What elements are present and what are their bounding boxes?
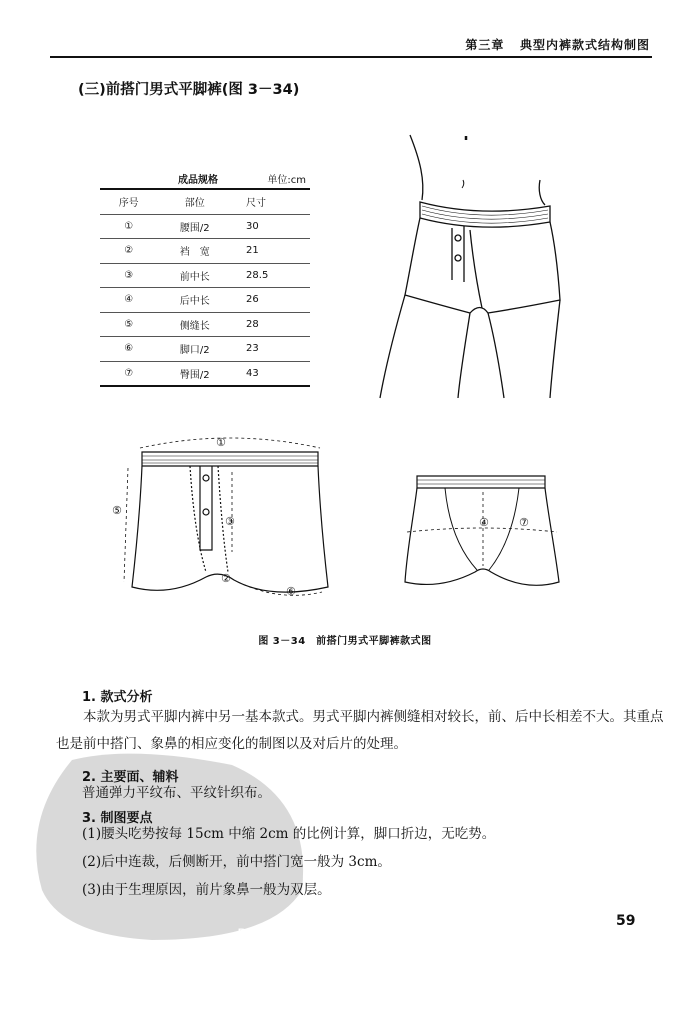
row-size: 30	[232, 214, 310, 239]
row-no: ⑥	[100, 337, 157, 362]
header-rule	[50, 56, 652, 58]
row-size: 23	[232, 337, 310, 362]
row-size: 21	[232, 239, 310, 264]
heading-style-analysis: 1. 款式分析	[82, 690, 153, 705]
running-header	[465, 36, 650, 53]
label-hip: ⑦	[519, 516, 529, 529]
point-2: (2)后中连裁，后侧断开，前中搭门宽一般为 3cm。	[82, 854, 391, 870]
label-waist: ①	[216, 436, 226, 449]
row-size: 26	[232, 288, 310, 313]
row-no: ③	[100, 263, 157, 288]
paragraph-materials: 普通弹力平纹布、平纹针织布。	[82, 785, 271, 801]
point-3: (3)由于生理原因，前片象鼻一般为双层。	[82, 882, 331, 898]
row-part: 后中长	[157, 288, 232, 313]
spec-table-caption: 成品规格	[178, 175, 218, 186]
row-part: 腰围/2	[157, 214, 232, 239]
label-crotch: ②	[221, 572, 231, 585]
point-1: (1)腰头吃势按每 15cm 中缩 2cm 的比例计算，脚口折边，无吃势。	[82, 826, 496, 842]
spec-table-unit: 单位:cm	[267, 175, 306, 186]
row-no: ①	[100, 214, 157, 239]
table-row	[100, 214, 310, 239]
row-no: ⑤	[100, 312, 157, 337]
label-front-length: ③	[225, 515, 235, 528]
chapter-label: 第三章	[465, 38, 505, 52]
front-flat-sketch	[110, 432, 350, 607]
chapter-title: 典型内裤款式结构制图	[519, 38, 650, 52]
header-cell-size: 尺寸	[232, 189, 310, 214]
row-part: 前中长	[157, 263, 232, 288]
table-header-row	[100, 189, 310, 214]
row-no: ⑦	[124, 367, 134, 379]
heading-drafting-points: 3. 制图要点	[82, 811, 153, 826]
header-cell-part: 部位	[157, 189, 232, 214]
row-part: 臀围/2	[179, 369, 210, 381]
spec-table-block	[100, 168, 310, 387]
spec-table-caption-row	[100, 168, 310, 188]
header-cell-no: 序号	[100, 189, 157, 214]
row-size: 28.5	[232, 263, 310, 288]
row-part: 脚口/2	[157, 337, 232, 362]
table-row	[100, 337, 310, 362]
figure-caption: 图 3－34 前搭门男式平脚裤款式图	[258, 636, 432, 647]
table-row	[100, 312, 310, 337]
row-size: 43	[246, 367, 259, 379]
table-row	[100, 239, 310, 264]
table-row	[100, 263, 310, 288]
watermark-text: PDG	[237, 925, 272, 944]
worn-illustration	[370, 130, 590, 400]
paragraph-text: 本款为男式平脚内裤中另一基本款式。男式平脚内裤侧缝相对较长，前、后中长相差不大。其重点也是前中搭门、象鼻的相应变化的制图以及对后片的处理。	[56, 709, 664, 752]
table-row	[100, 361, 310, 386]
row-part: 裆 宽	[157, 239, 232, 264]
row-no: ②	[100, 239, 157, 264]
page-number: 59	[616, 913, 636, 929]
section-title: (三)前搭门男式平脚裤(图 3－34)	[78, 82, 300, 98]
spec-table	[100, 188, 310, 387]
label-back-length: ④	[479, 516, 489, 529]
row-size: 28	[232, 312, 310, 337]
label-side-seam: ⑤	[112, 504, 122, 517]
table-row	[100, 288, 310, 313]
back-flat-sketch	[395, 470, 570, 600]
paragraph-style-analysis	[56, 704, 664, 758]
row-part: 侧缝长	[157, 312, 232, 337]
heading-materials: 2. 主要面、辅料	[82, 770, 179, 785]
row-no: ④	[100, 288, 157, 313]
label-leg-opening: ⑥	[286, 585, 296, 598]
